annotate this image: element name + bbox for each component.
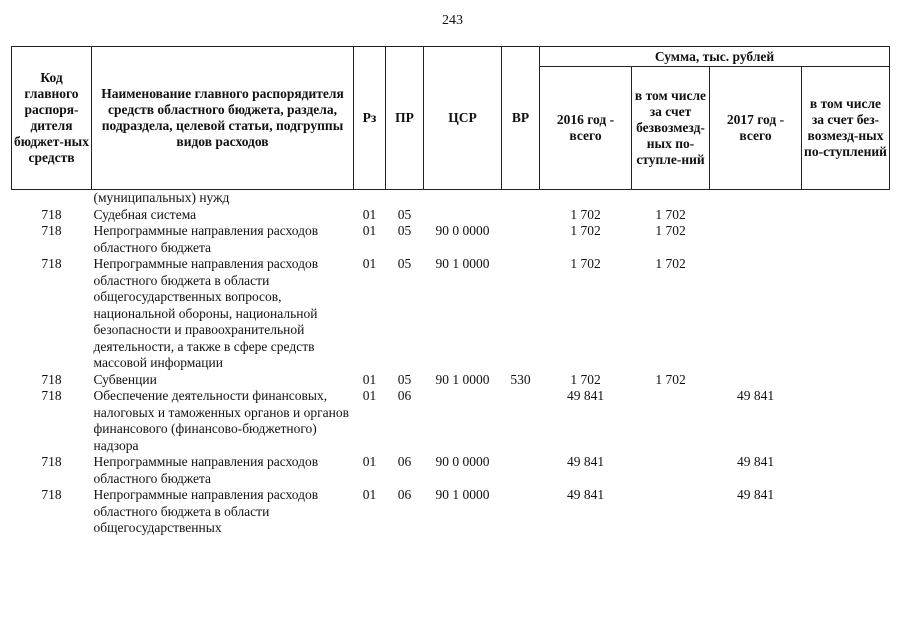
cell-code: 718 [41, 388, 62, 403]
cell-code: 718 [41, 223, 62, 238]
cell-pr: 06 [397, 487, 412, 502]
cell-2016-total: 49 841 [566, 487, 605, 502]
cell-csr: 90 0 0000 [435, 223, 490, 238]
cell-csr: 90 1 0000 [435, 487, 490, 502]
cell-code: 718 [41, 256, 62, 271]
cell-code [12, 190, 92, 207]
cell-csr [424, 388, 502, 454]
cell-rz: 01 [362, 454, 377, 469]
cell-2017-free [802, 372, 890, 389]
cell-rz [354, 190, 386, 207]
cell-2016-free [632, 487, 710, 537]
cell-2016-total: 1 702 [570, 206, 601, 222]
cell-rz: 01 [362, 371, 377, 387]
cell-name: Непрограммные направления расходов областного бюджета [93, 223, 319, 255]
cell-pr: 05 [397, 223, 412, 238]
cell-2017-total [710, 207, 802, 224]
cell-2017-free [802, 487, 890, 537]
table-row [12, 388, 890, 454]
cell-name: Непрограммные направления расходов областного бюджета в области общегосударственных вопросов, национальной обороны, национальной безопасности и правоохранительной деятельности, а также в сфере средств массовой информации [93, 256, 319, 370]
header-csr: ЦСР [424, 47, 502, 190]
cell-rz: 01 [362, 388, 377, 403]
table-row [12, 454, 890, 487]
cell-2017-total [710, 190, 802, 207]
cell-csr: 90 1 0000 [435, 371, 490, 387]
cell-name: Непрограммные направления расходов областного бюджета [93, 454, 319, 486]
header-rz: Рз [354, 47, 386, 190]
cell-name: Обеспечение деятельности финансовых, налоговых и таможенных органов и органов финансового (финансово-бюджетного) надзора [93, 388, 349, 453]
cell-code: 718 [41, 487, 62, 502]
cell-2017-free [802, 223, 890, 256]
cell-vr [502, 223, 540, 256]
cell-2017-free [802, 388, 890, 454]
table-row [12, 190, 890, 207]
cell-pr [386, 190, 424, 207]
cell-2016-free: 1 702 [655, 371, 686, 387]
cell-csr [424, 207, 502, 224]
header-pr: ПР [386, 47, 424, 190]
cell-csr: 90 0 0000 [435, 454, 490, 469]
cell-2016-total: 49 841 [566, 454, 605, 469]
cell-vr [502, 487, 540, 537]
cell-2017-free [802, 190, 890, 207]
header-vr: ВР [502, 47, 540, 190]
cell-code: 718 [41, 454, 62, 469]
cell-2017-total: 49 841 [736, 388, 775, 403]
cell-2016-free [632, 454, 710, 487]
cell-pr: 05 [397, 371, 412, 387]
cell-rz: 01 [362, 223, 377, 238]
cell-code: 718 [41, 371, 62, 387]
cell-vr [502, 454, 540, 487]
header-code: Код главного распоря-дителя бюджет-ных средств [12, 47, 92, 190]
header-2017-free: в том числе за счет без-возмезд-ных по-ступлений [802, 67, 890, 190]
table-row [12, 223, 890, 256]
cell-2016-total [540, 190, 632, 207]
budget-table [11, 46, 890, 537]
cell-2016-total: 49 841 [566, 388, 605, 403]
cell-2016-free [632, 388, 710, 454]
cell-pr: 06 [397, 454, 412, 469]
table-row [12, 487, 890, 537]
header-name: Наименование главного распорядителя средств областного бюджета, раздела, подраздела, целевой статьи, подгруппы видов расходов [92, 47, 354, 190]
cell-rz: 01 [362, 256, 377, 271]
header-2016-total: 2016 год - всего [540, 67, 632, 190]
cell-vr: 530 [510, 371, 531, 387]
cell-csr: 90 1 0000 [435, 256, 490, 271]
cell-rz: 01 [362, 206, 377, 222]
table-row [12, 256, 890, 372]
header-2016-free: в том числе за счет безвозмезд-ных по-ступле-ний [632, 67, 710, 190]
header-sum-group: Сумма, тыс. рублей [540, 47, 890, 67]
cell-2016-free: 1 702 [655, 256, 686, 271]
cell-2016-free [632, 190, 710, 207]
cell-2016-total: 1 702 [570, 371, 601, 387]
cell-pr: 05 [397, 256, 412, 271]
cell-2017-free [802, 256, 890, 372]
cell-vr [502, 256, 540, 372]
cell-2017-free [802, 207, 890, 224]
cell-name: Судебная система [93, 206, 197, 222]
cell-name: (муниципальных) нужд [93, 190, 230, 205]
cell-name: Непрограммные направления расходов областного бюджета в области общегосударственных [93, 487, 319, 535]
cell-vr [502, 388, 540, 454]
cell-vr [502, 190, 540, 207]
cell-2017-total [710, 256, 802, 372]
cell-2017-total [710, 372, 802, 389]
cell-csr [424, 190, 502, 207]
cell-pr: 05 [397, 206, 412, 222]
cell-2016-total: 1 702 [570, 256, 601, 271]
cell-2017-free [802, 454, 890, 487]
cell-2016-free: 1 702 [655, 223, 686, 238]
cell-rz: 01 [362, 487, 377, 502]
cell-2017-total [710, 223, 802, 256]
cell-2016-total: 1 702 [570, 223, 601, 238]
cell-code: 718 [41, 206, 62, 222]
cell-2017-total: 49 841 [736, 487, 775, 502]
page-number: 243 [442, 13, 463, 28]
cell-2017-total: 49 841 [736, 454, 775, 469]
header-2017-total: 2017 год - всего [710, 67, 802, 190]
cell-2016-free: 1 702 [655, 206, 686, 222]
cell-vr [502, 207, 540, 224]
cell-name: Субвенции [93, 371, 157, 387]
table-row [12, 207, 890, 224]
table-row [12, 372, 890, 389]
cell-pr: 06 [397, 388, 412, 403]
